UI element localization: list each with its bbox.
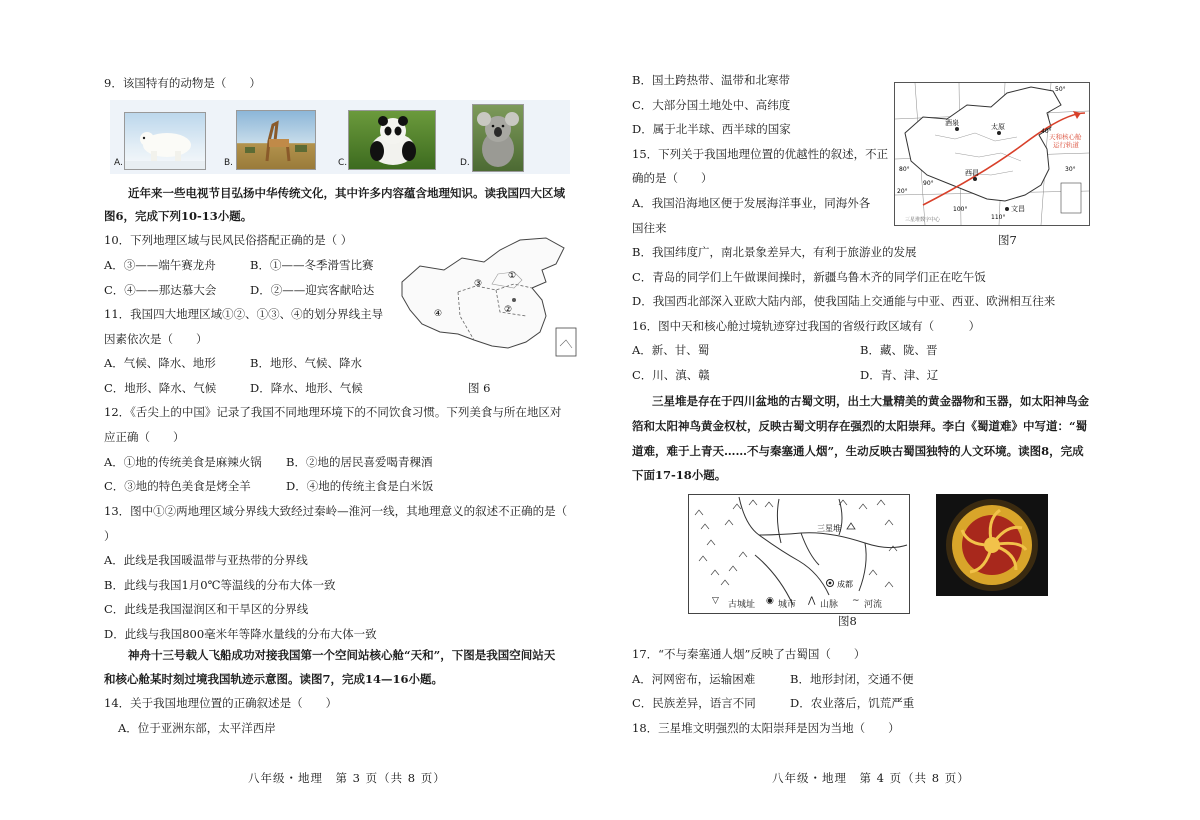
city-legend-icon: ◉ — [766, 596, 774, 606]
china-regions-map-icon — [396, 236, 596, 372]
q14-option-a: A．位于亚洲东部，太平洋西岸 — [118, 721, 276, 735]
figure-6-map — [396, 236, 596, 372]
q11-option-c: C．地形、降水、气候 — [104, 381, 217, 395]
q13-stem-line-1: 13．图中①②两地理区域分界线大致经过秦岭—淮河一线，其地理意义的叙述不正确的是（ — [104, 504, 568, 518]
q9-option-a-label: A. — [114, 158, 123, 168]
q16-option-c: C．川、滇、赣 — [632, 368, 710, 382]
figure-6-caption: 图 6 — [468, 381, 491, 395]
q12-option-a: A．①地的传统美食是麻辣火锅 — [104, 455, 262, 469]
intro-paragraph-2-line-2: 和核心舱某时刻过境我国轨迹示意图。读图7，完成14—16小题。 — [104, 672, 444, 686]
q13-option-b: B．此线与我国1月0℃等温线的分布大体一致 — [104, 578, 336, 592]
intro-paragraph-3-line-2: 箔和太阳神鸟黄金权杖，反映古蜀文明存在强烈的太阳崇拜。李白《蜀道难》中写道：“蜀 — [632, 419, 1088, 433]
river-legend-icon: ~ — [852, 596, 860, 606]
city-xichang-label: 西昌 — [965, 169, 979, 177]
q9-option-c-label: C. — [338, 158, 348, 168]
figure-7-orbit-map — [894, 82, 1090, 226]
legend-river: 河流 — [864, 600, 883, 610]
city-taiyuan-label: 太原 — [991, 123, 1005, 131]
q11-stem-line-2: 因素依次是（ ） — [104, 332, 208, 346]
giraffe-image — [236, 110, 316, 170]
longitude-110-label: 110° — [991, 214, 1006, 221]
region-3-label: ③ — [474, 279, 483, 289]
q10-option-b: B．①——冬季滑雪比赛 — [250, 258, 374, 272]
q16-option-a: A．新、甘、蜀 — [632, 343, 710, 357]
left-page-footer: 八年级・地理 第 3 页（共 8 页） — [248, 771, 446, 785]
polar-bear-icon — [125, 113, 205, 169]
region-4-label: ④ — [434, 309, 443, 319]
q15-option-a-line-2: 国往来 — [632, 221, 667, 235]
q18-stem: 18．三星堆文明强烈的太阳崇拜是因为当地（ ） — [632, 721, 900, 735]
map-credit: 三星堆数字中心 — [905, 217, 941, 223]
q14-option-c: C．大部分国土地处中、高纬度 — [632, 98, 791, 112]
q11-option-a: A．气候、降水、地形 — [104, 356, 216, 370]
q9-stem: 9．该国特有的动物是（ ） — [104, 76, 261, 90]
q16-stem: 16．图中天和核心舱过境轨迹穿过我国的省级行政区域有（ ） — [632, 319, 981, 333]
intro-paragraph-3-line-3: 道难，难于上青天……不与秦塞通人烟”，生动反映古蜀国独特的人文环境。读图8，完成 — [632, 444, 1084, 458]
q11-option-b: B．地形、气候、降水 — [250, 356, 362, 370]
q12-stem-line-1: 12．《舌尖上的中国》记录了我国不同地理环境下的不同饮食习惯。下列美食与所在地区对 — [104, 405, 562, 419]
figure-8-legend — [712, 596, 912, 610]
q15-option-d: D．我国西北部深入亚欧大陆内部，使我国陆上交通能与中亚、西亚、欧洲相互往来 — [632, 294, 1056, 308]
q10-stem: 10．下列地理区域与民风民俗搭配正确的是（ ） — [104, 233, 353, 247]
q12-option-d: D．④地的传统主食是白米饭 — [286, 479, 434, 493]
q17-option-a: A．河网密布，运输困难 — [632, 672, 756, 686]
latitude-20-label: 20° — [897, 188, 908, 195]
latitude-40-label: 40° — [1041, 128, 1052, 135]
panda-image — [348, 110, 436, 170]
koala-icon — [473, 105, 523, 171]
sanxingdui-label: 三星堆 — [817, 524, 841, 533]
polar-bear-image — [124, 112, 206, 170]
panda-icon — [349, 111, 435, 169]
q16-option-d: D．青、津、辽 — [860, 368, 939, 382]
q11-option-d: D．降水、地形、气候 — [250, 381, 363, 395]
q14-option-b: B．国土跨热带、温带和北寒带 — [632, 73, 790, 87]
legend-mountain: 山脉 — [820, 600, 839, 610]
intro-paragraph-1-line-1: 近年来一些电视节目弘扬中华传统文化，其中许多内容蕴含地理知识。读我国四大区域 — [128, 186, 565, 200]
q15-stem-line-2: 确的是（ ） — [632, 171, 713, 185]
chengdu-label: 成都 — [837, 580, 853, 589]
koala-image — [472, 104, 524, 172]
intro-paragraph-3-line-1: 三星堆是存在于四川盆地的古蜀文明，出土大量精美的黄金器物和玉器，如太阳神鸟金 — [652, 394, 1089, 408]
legend-city: 城市 — [778, 600, 797, 610]
q9-options-strip — [110, 100, 570, 174]
figure-8-caption: 图8 — [838, 614, 857, 628]
q12-option-c: C．③地的特色美食是烤全羊 — [104, 479, 251, 493]
right-page-footer: 八年级・地理 第 4 页（共 8 页） — [772, 771, 970, 785]
q13-stem-line-2: ） — [104, 529, 116, 543]
orbit-label-line-1: 天和核心舱 — [1049, 133, 1082, 141]
longitude-80-label: 80° — [899, 166, 910, 173]
q15-stem-line-1: 15．下列关于我国地理位置的优越性的叙述，不正 — [632, 147, 889, 161]
longitude-90-label: 90° — [923, 180, 934, 187]
legend-ancient-city: 古城址 — [728, 600, 756, 610]
city-jiuquan-label: 酒泉 — [945, 119, 959, 127]
mountain-legend-icon: ⋀ — [808, 596, 816, 606]
q15-option-a-line-1: A．我国沿海地区便于发展海洋事业，同海外各 — [632, 196, 871, 210]
orbit-label-line-2: 运行轨道 — [1053, 141, 1079, 149]
q17-stem: 17．“不与秦塞通人烟”反映了古蜀国（ ） — [632, 647, 866, 661]
q17-option-b: B．地形封闭，交通不便 — [790, 672, 914, 686]
sun-bird-gold-foil-image — [936, 494, 1048, 596]
q17-option-d: D．农业落后，饥荒严重 — [790, 696, 915, 710]
intro-paragraph-2-line-1: 神舟十三号载人飞船成功对接我国第一个空间站核心舱“天和”，下图是我国空间站天 — [128, 648, 556, 662]
giraffe-icon — [237, 111, 315, 169]
figure-7-caption: 图7 — [998, 233, 1017, 247]
latitude-30-label: 30° — [1065, 166, 1076, 173]
q9-option-b-label: B. — [224, 158, 234, 168]
q15-option-b: B．我国纬度广，南北景象差异大，有利于旅游业的发展 — [632, 245, 917, 259]
q13-option-d: D．此线与我国800毫米年等降水量线的分布大体一致 — [104, 627, 377, 641]
city-wenchang-label: 文昌 — [1011, 205, 1025, 213]
longitude-100-label: 100° — [953, 206, 968, 213]
q10-option-a: A．③——端午赛龙舟 — [104, 258, 216, 272]
q14-option-d: D．属于北半球、西半球的国家 — [632, 122, 791, 136]
q10-option-d: D．②——迎宾客献哈达 — [250, 283, 375, 297]
q17-option-c: C．民族差异，语言不同 — [632, 696, 756, 710]
region-2-label: ② — [504, 305, 513, 315]
latitude-50-label: 50° — [1055, 86, 1066, 93]
ancient-city-legend-icon: ▽ — [712, 596, 719, 606]
q11-stem-line-1: 11．我国四大地理区域①②、①③、④的划分界线主导 — [104, 307, 384, 321]
sun-bird-icon — [936, 494, 1048, 596]
q13-option-c: C．此线是我国湿润区和干旱区的分界线 — [104, 602, 309, 616]
q10-option-c: C．④——那达慕大会 — [104, 283, 217, 297]
orbit-map-icon — [895, 83, 1089, 225]
q16-option-b: B．藏、陇、晋 — [860, 343, 938, 357]
region-1-label: ① — [508, 271, 517, 281]
intro-paragraph-3-line-4: 下面17-18小题。 — [632, 468, 727, 482]
q12-stem-line-2: 应正确（ ） — [104, 430, 185, 444]
q15-option-c: C．青岛的同学们上午做课间操时，新疆乌鲁木齐的同学们正在吃午饭 — [632, 270, 986, 284]
q12-option-b: B．②地的居民喜爱喝青稞酒 — [286, 455, 433, 469]
q9-option-d-label: D. — [460, 158, 470, 168]
q13-option-a: A．此线是我国暖温带与亚热带的分界线 — [104, 553, 308, 567]
q14-stem: 14．关于我国地理位置的正确叙述是（ ） — [104, 696, 338, 710]
intro-paragraph-1-line-2: 图6，完成下列10-13小题。 — [104, 209, 253, 223]
